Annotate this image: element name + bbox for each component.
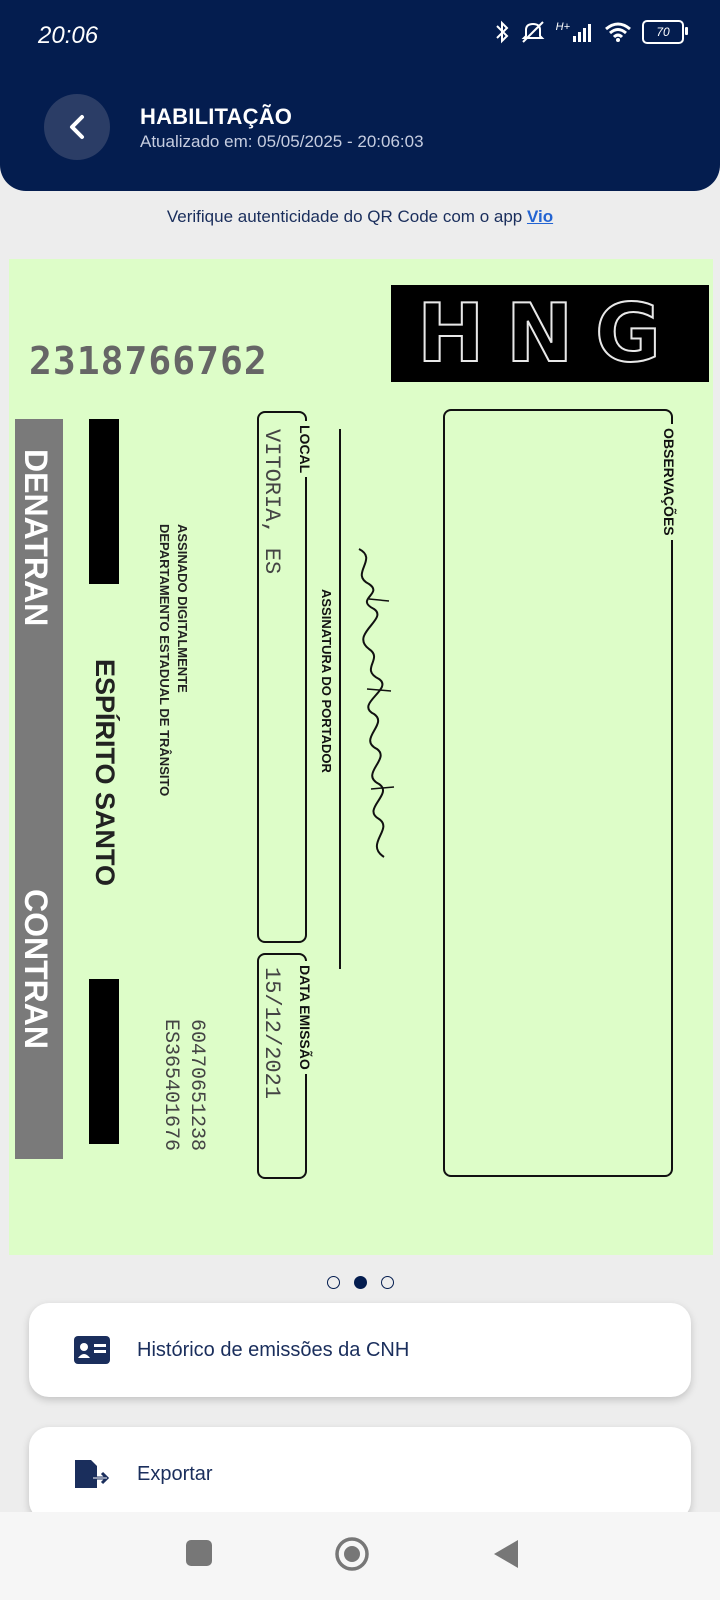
recents-icon[interactable] [186, 1540, 212, 1566]
back-button[interactable] [44, 94, 110, 160]
barcode-block-top [89, 419, 119, 584]
status-time: 20:06 [38, 22, 99, 49]
battery-level: 70 [656, 25, 670, 39]
code-1: 60470651238 [185, 1019, 208, 1152]
page-title: HABILITAÇÃO [140, 104, 293, 129]
last-updated: Atualizado em: 05/05/2025 - 20:06:03 [140, 132, 424, 151]
wifi-icon [604, 21, 632, 43]
document-number: 2318766762 [29, 339, 268, 383]
license-card[interactable] [9, 259, 713, 1255]
handwritten-signature [339, 539, 419, 869]
signed-line-2: DEPARTAMENTO ESTADUAL DE TRÂNSITO [157, 524, 172, 797]
export-button[interactable] [29, 1427, 691, 1521]
pager-dot-2[interactable] [354, 1276, 367, 1289]
home-icon[interactable] [334, 1536, 370, 1572]
local-label: LOCAL [297, 421, 313, 477]
id-card-icon [73, 1335, 111, 1365]
denatran-label: DENATRAN [18, 449, 54, 627]
carousel-pager [0, 1276, 720, 1289]
code-2: ES365401676 [159, 1019, 182, 1152]
system-nav-bar [0, 1512, 720, 1600]
history-label: Histórico de emissões da CNH [137, 1338, 410, 1361]
back-nav-icon[interactable] [494, 1540, 518, 1568]
verify-qr-text [0, 207, 720, 227]
export-file-icon [73, 1459, 111, 1489]
signal-icon [572, 22, 594, 42]
observations-field [443, 409, 673, 1177]
emblem-box [391, 285, 709, 382]
signature-label: ASSINATURA DO PORTADOR [319, 589, 334, 773]
export-label: Exportar [137, 1462, 213, 1485]
emblem-text: HNG [417, 286, 683, 380]
status-icons [494, 20, 684, 44]
battery-icon [642, 20, 684, 44]
contran-label: CONTRAN [18, 889, 54, 1049]
history-button[interactable] [29, 1303, 691, 1397]
app-header [0, 62, 720, 191]
verify-text: Verifique autenticidade do QR Code com o app [166, 207, 523, 226]
chevron-left-icon [66, 113, 88, 141]
network-type: H+ [555, 21, 570, 33]
vio-app-link[interactable]: Vio [526, 207, 554, 226]
mute-icon [520, 20, 546, 44]
pager-dot-3[interactable] [381, 1276, 394, 1289]
barcode-block-bottom [89, 979, 119, 1144]
digital-signature-note [155, 524, 191, 796]
observations-label: OBSERVAÇÕES [661, 424, 677, 540]
card-codes [157, 1019, 209, 1151]
pager-dot-1[interactable] [327, 1276, 340, 1289]
signed-line-1: ASSINADO DIGITALMENTE [175, 524, 190, 693]
local-value: VITORIA, ES [259, 429, 284, 575]
bluetooth-icon [494, 20, 510, 44]
state-label: ESPÍRITO SANTO [90, 659, 120, 887]
issue-date-value: 15/12/2021 [259, 967, 284, 1100]
issue-date-label: DATA EMISSÃO [297, 961, 313, 1074]
status-bar [0, 0, 720, 64]
